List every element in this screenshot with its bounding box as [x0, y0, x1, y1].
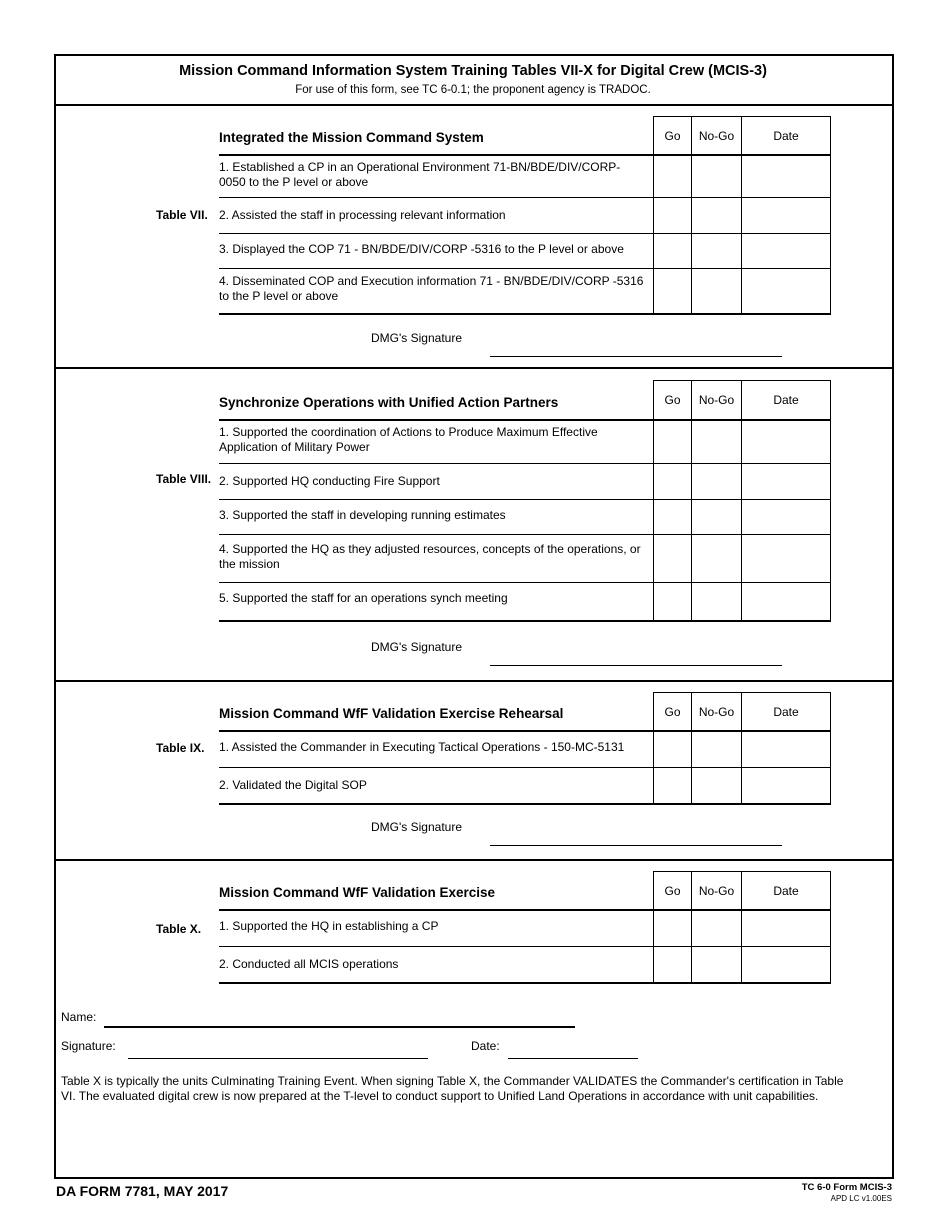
nogo-column-header: No-Go — [691, 116, 742, 155]
dmg-signature-label: DMG's Signature — [371, 640, 462, 654]
date-cell[interactable] — [741, 268, 831, 314]
nogo-cell[interactable] — [691, 730, 742, 768]
go-cell[interactable] — [653, 419, 692, 464]
date-cell[interactable] — [741, 499, 831, 535]
go-column-header: Go — [653, 871, 692, 910]
date-cell[interactable] — [741, 946, 831, 983]
table-row-item: 2. Supported HQ conducting Fire Support — [219, 474, 440, 488]
table-row-item: 1. Assisted the Commander in Executing Tactical Operations - 150-MC-5131 — [219, 740, 625, 754]
go-column-header: Go — [653, 380, 692, 420]
go-cell[interactable] — [653, 730, 692, 768]
dmg-signature-label: DMG's Signature — [371, 331, 462, 345]
form-id: DA FORM 7781, MAY 2017 — [56, 1183, 229, 1199]
table-label: Table IX. — [156, 741, 205, 755]
dmg-signature-line[interactable] — [490, 356, 782, 357]
go-cell[interactable] — [653, 463, 692, 500]
table-row-item: 2. Validated the Digital SOP — [219, 778, 367, 792]
date-column-header: Date — [741, 871, 831, 910]
date-cell[interactable] — [741, 534, 831, 583]
date-label: Date: — [471, 1039, 500, 1053]
date-column-header: Date — [741, 116, 831, 155]
date-cell[interactable] — [741, 582, 831, 621]
date-cell[interactable] — [741, 419, 831, 464]
date-cell[interactable] — [741, 909, 831, 947]
table-label: Table VIII. — [156, 472, 212, 486]
form-version: APD LC v1.00ES — [830, 1194, 892, 1203]
dmg-signature-line[interactable] — [490, 845, 782, 846]
table-row-item: 1. Supported the HQ in establishing a CP — [219, 919, 439, 933]
nogo-column-header: No-Go — [691, 871, 742, 910]
go-cell[interactable] — [653, 197, 692, 234]
signature-label: Signature: — [61, 1039, 116, 1053]
section-divider — [54, 367, 892, 369]
section-divider — [54, 104, 892, 106]
section-divider — [54, 680, 892, 682]
nogo-cell[interactable] — [691, 419, 742, 464]
table-row-item: 2. Assisted the staff in processing relevant information — [219, 208, 506, 222]
table-row-item: 4. Supported the HQ as they adjusted resources, concepts of the operations, or the mission — [219, 542, 641, 571]
nogo-cell[interactable] — [691, 582, 742, 621]
dmg-signature-line[interactable] — [490, 665, 782, 666]
date-cell[interactable] — [741, 233, 831, 269]
nogo-cell[interactable] — [691, 499, 742, 535]
table-label: Table VII. — [156, 208, 208, 222]
nogo-column-header: No-Go — [691, 692, 742, 731]
table-heading: Synchronize Operations with Unified Action Partners — [219, 395, 559, 410]
nogo-cell[interactable] — [691, 534, 742, 583]
table-heading: Mission Command WfF Validation Exercise Rehearsal — [219, 706, 564, 721]
nogo-cell[interactable] — [691, 909, 742, 947]
form-reference: TC 6-0 Form MCIS-3 — [801, 1182, 892, 1193]
table-heading: Mission Command WfF Validation Exercise — [219, 885, 496, 900]
go-cell[interactable] — [653, 534, 692, 583]
nogo-cell[interactable] — [691, 154, 742, 198]
nogo-column-header: No-Go — [691, 380, 742, 420]
section-divider — [54, 859, 892, 861]
nogo-cell[interactable] — [691, 268, 742, 314]
table-row-item: 3. Supported the staff in developing running estimates — [219, 508, 506, 522]
date-field[interactable] — [508, 1058, 638, 1059]
dmg-signature-label: DMG's Signature — [371, 820, 462, 834]
table-row-item: 3. Displayed the COP 71 - BN/BDE/DIV/CORP -5316 to the P level or above — [219, 242, 624, 256]
table-row-item: 5. Supported the staff for an operations synch meeting — [219, 591, 508, 605]
table-label: Table X. — [156, 922, 202, 936]
name-label: Name: — [61, 1010, 97, 1024]
go-cell[interactable] — [653, 499, 692, 535]
go-cell[interactable] — [653, 233, 692, 269]
date-cell[interactable] — [741, 730, 831, 768]
nogo-cell[interactable] — [691, 197, 742, 234]
nogo-cell[interactable] — [691, 233, 742, 269]
date-cell[interactable] — [741, 463, 831, 500]
form-title: Mission Command Information System Training Tables VII-X for Digital Crew (MCIS-3) — [179, 63, 767, 79]
go-cell[interactable] — [653, 946, 692, 983]
table-row-item: 2. Conducted all MCIS operations — [219, 957, 399, 971]
form-subtitle: For use of this form, see TC 6-0.1; the proponent agency is TRADOC. — [295, 84, 651, 96]
nogo-cell[interactable] — [691, 463, 742, 500]
go-column-header: Go — [653, 116, 692, 155]
date-cell[interactable] — [741, 767, 831, 804]
go-cell[interactable] — [653, 582, 692, 621]
nogo-cell[interactable] — [691, 767, 742, 804]
go-cell[interactable] — [653, 767, 692, 804]
table-row-item: 1. Supported the coordination of Actions to Produce Maximum Effective Application of Military Power — [219, 425, 598, 454]
signature-field[interactable] — [128, 1058, 428, 1059]
date-column-header: Date — [741, 692, 831, 731]
note-text: Table X is typically the units Culminating Training Event. When signing Table X, the Commander VALIDATES the Commander's certification in Table VI. The evaluated digital crew is now prepared at the T-level to conduct support to Unified Land Operations in accordance with unit capabilities. — [61, 1074, 844, 1103]
date-column-header: Date — [741, 380, 831, 420]
nogo-cell[interactable] — [691, 946, 742, 983]
name-field[interactable] — [104, 1026, 575, 1028]
table-heading: Integrated the Mission Command System — [219, 130, 484, 145]
table-row-item: 4. Disseminated COP and Execution information 71 - BN/BDE/DIV/CORP -5316 to the P level or above — [219, 274, 644, 303]
table-row-item: 1. Established a CP in an Operational Environment 71-BN/BDE/DIV/CORP- 0050 to the P level or above — [219, 160, 621, 189]
date-cell[interactable] — [741, 154, 831, 198]
date-cell[interactable] — [741, 197, 831, 234]
go-cell[interactable] — [653, 154, 692, 198]
go-cell[interactable] — [653, 909, 692, 947]
go-cell[interactable] — [653, 268, 692, 314]
go-column-header: Go — [653, 692, 692, 731]
